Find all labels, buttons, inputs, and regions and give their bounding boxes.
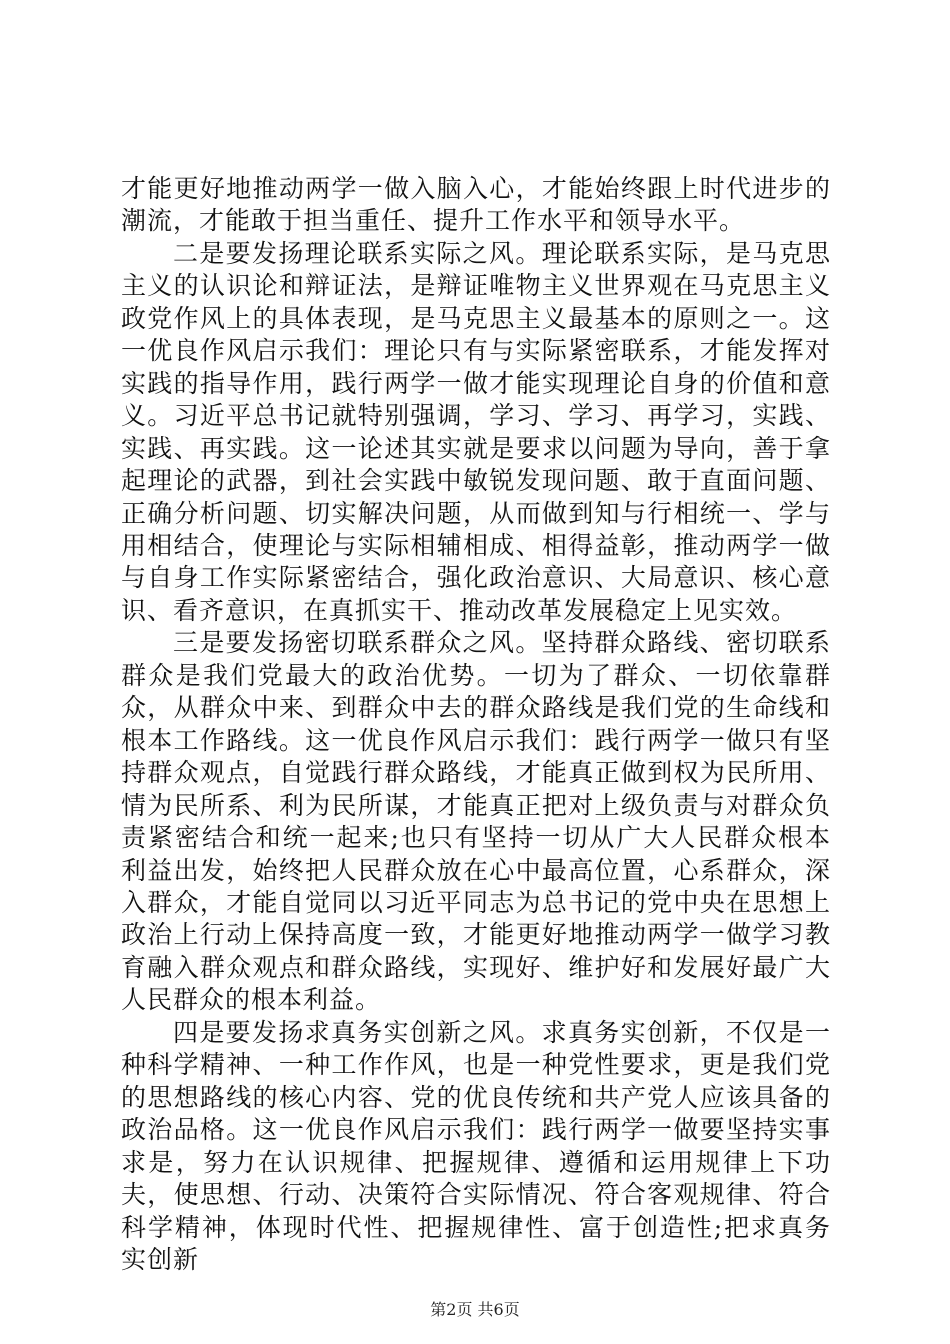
paragraph-continuation: 才能更好地推动两学一做入脑入心，才能始终跟上时代进步的潮流，才能敢于担当重任、提升工作水平和领导水平。 [121, 174, 831, 236]
paragraph-theory-practice: 二是要发扬理论联系实际之风。理论联系实际，是马克思主义的认识论和辩证法，是辩证唯物主义世界观在马克思主义政党作风上的具体表现，是马克思主义最基本的原则之一。这一优良作风启示我们：理论只有与实际紧密联系，才能发挥对实践的指导作用，践行两学一做才能实现理论自身的价值和意义。习近平总书记就特别强调，学习、学习、再学习，实践、实践、再实践。这一论述其实就是要求以问题为导向，善于拿起理论的武器，到社会实践中敏锐发现问题、敢于直面问题、正确分析问题、切实解决问题，从而做到知与行相统一、学与用相结合，使理论与实际相辅相成、相得益彰，推动两学一做与自身工作实际紧密结合，强化政治意识、大局意识、核心意识、看齐意识，在真抓实干、推动改革发展稳定上见实效。 [121, 238, 831, 625]
paragraph-pragmatic-innovation: 四是要发扬求真务实创新之风。求真务实创新，不仅是一种科学精神、一种工作作风，也是一种党性要求，更是我们党的思想路线的核心内容、党的优良传统和共产党人应该具备的政治品格。这一优良作风启示我们：践行两学一做要坚持实事求是，努力在认识规律、把握规律、遵循和运用规律上下功夫，使思想、行动、决策符合实际情况、符合客观规律、符合科学精神，体现时代性、把握规律性、富于创造性;把求真务实创新 [121, 1017, 831, 1274]
body-text [121, 173, 831, 1276]
page-number-footer: 第2页 共6页 [430, 1300, 520, 1319]
paragraph-mass-line: 三是要发扬密切联系群众之风。坚持群众路线、密切联系群众是我们党最大的政治优势。一切为了群众、一切依靠群众，从群众中来、到群众中去的群众路线是我们党的生命线和根本工作路线。这一优良作风启示我们：践行两学一做只有坚持群众观点，自觉践行群众路线，才能真正做到权为民所用、情为民所系、利为民所谋，才能真正把对上级负责与对群众负责紧密结合和统一起来;也只有坚持一切从广大人民群众根本利益出发，始终把人民群众放在心中最高位置，心系群众，深入群众，才能自觉同以习近平同志为总书记的党中央在思想上政治上行动上保持高度一致，才能更好地推动两学一做学习教育融入群众观点和群众路线，实现好、维护好和发展好最广大人民群众的根本利益。 [121, 628, 831, 1015]
